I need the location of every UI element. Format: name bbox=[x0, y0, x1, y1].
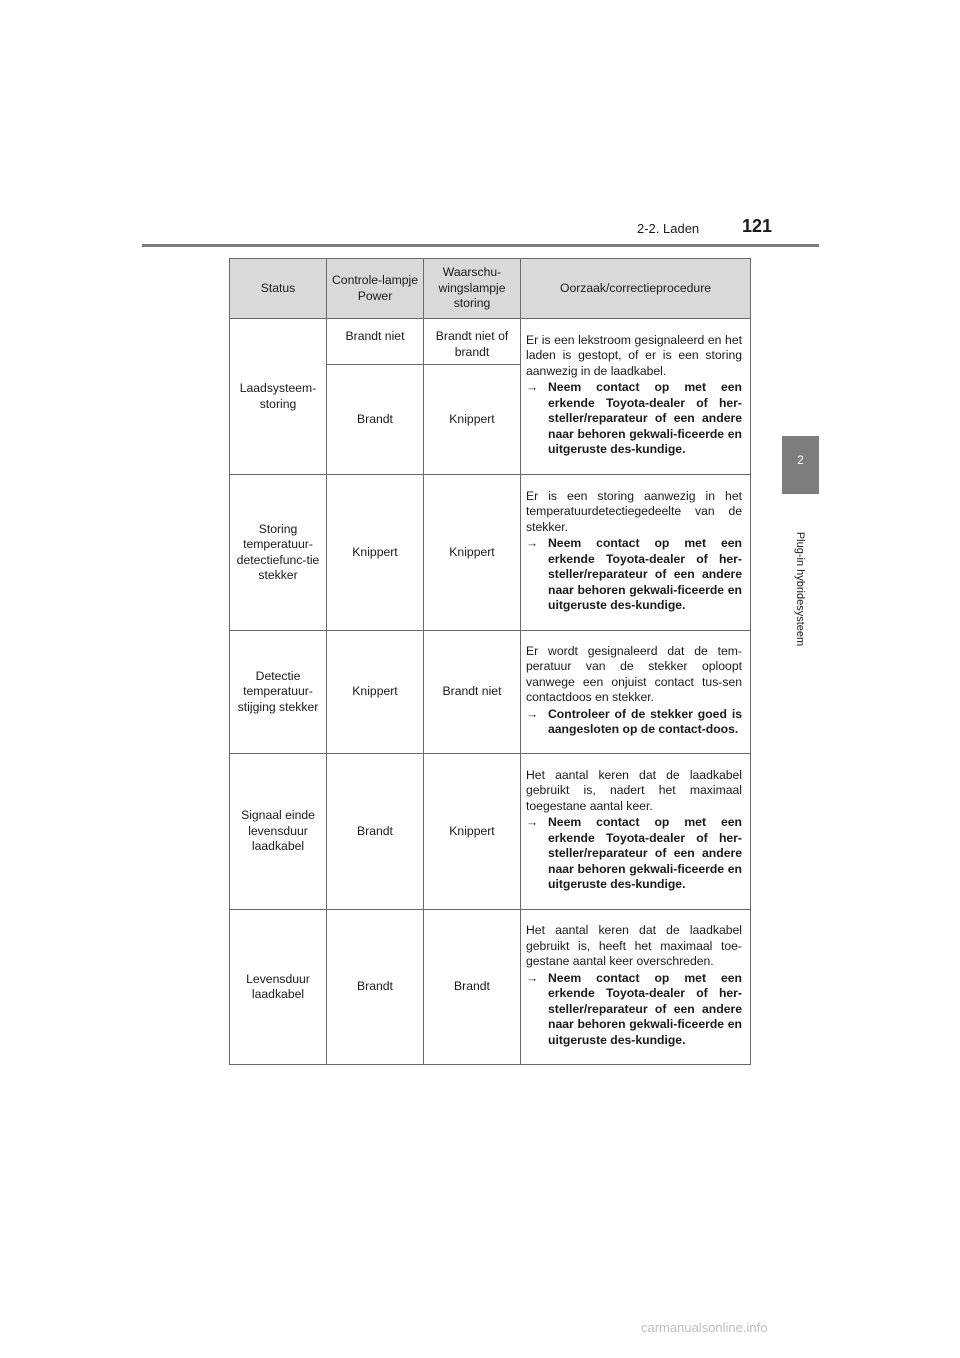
controle-cell: Brandt bbox=[327, 910, 424, 1065]
arrow-icon: → bbox=[526, 970, 539, 985]
table-row bbox=[230, 754, 751, 910]
header-oorzaak: Oorzaak/correctieprocedure bbox=[521, 259, 751, 319]
cause-text: Er wordt gesignaleerd dat de tem-peratuur van de stekker oploopt vanwege een onjuist contact tus-sen contactdoos en stekker. bbox=[526, 643, 742, 704]
action-text: Neem contact op met een erkende Toyota-dealer of her-steller/reparateur of een andere naar behoren gekwali-ficeerde en uitgeruste des-kundige. bbox=[548, 815, 742, 891]
table-header-row bbox=[230, 259, 751, 319]
cause-text: Er is een lekstroom gesignaleerd en het laden is gestopt, of er is een storing aanwezig in de laadkabel. bbox=[526, 332, 742, 378]
controle-cell: Knippert bbox=[327, 475, 424, 631]
header-status: Status bbox=[230, 259, 327, 319]
controle-cell: Knippert bbox=[327, 631, 424, 754]
action-text: Neem contact op met een erkende Toyota-dealer of her-steller/reparateur of een andere naar behoren gekwali-ficeerde en uitgeruste des-kundige. bbox=[548, 380, 742, 456]
arrow-icon: → bbox=[526, 536, 539, 550]
status-cell: Laadsysteem-storing bbox=[230, 319, 327, 475]
table-row bbox=[230, 631, 751, 754]
cause-cell bbox=[521, 475, 751, 631]
waarschuwing-cell: Brandt bbox=[424, 910, 521, 1065]
header-waarschuwing: Waarschu-wingslampje storing bbox=[424, 259, 521, 319]
table-row bbox=[230, 910, 751, 1065]
status-cell: Signaal einde levensduur laadkabel bbox=[230, 754, 327, 910]
controle-cell: Brandt niet bbox=[327, 319, 424, 365]
cause-text: Er is een storing aanwezig in het temperatuurdetectiegedeelte van de stekker. bbox=[526, 488, 742, 534]
chapter-title: Plug-in hybridesysteem bbox=[794, 531, 806, 647]
action-text: Neem contact op met een erkende Toyota-dealer of her-steller/reparateur of een andere naar behoren gekwali-ficeerde en uitgeruste des-kundige. bbox=[548, 536, 742, 612]
waarschuwing-cell: Knippert bbox=[424, 365, 521, 475]
header-rule bbox=[142, 244, 819, 247]
cause-cell bbox=[521, 754, 751, 910]
cause-text: Het aantal keren dat de laadkabel gebruikt is, heeft het maximaal toe-gestane aantal keer overschreden. bbox=[526, 923, 742, 968]
action-text: Controleer of de stekker goed is aangesloten op de contact-doos. bbox=[548, 706, 742, 736]
page-number: 121 bbox=[742, 216, 773, 236]
action-text: Neem contact op met een erkende Toyota-dealer of her-steller/reparateur of een andere naar behoren gekwali-ficeerde en uitgeruste des-kundige. bbox=[548, 970, 742, 1047]
waarschuwing-cell: Brandt niet of brandt bbox=[424, 319, 521, 365]
arrow-icon: → bbox=[526, 380, 539, 394]
cause-cell bbox=[521, 319, 751, 475]
table-row bbox=[230, 475, 751, 631]
controle-cell: Brandt bbox=[327, 365, 424, 475]
waarschuwing-cell: Knippert bbox=[424, 754, 521, 910]
waarschuwing-cell: Brandt niet bbox=[424, 631, 521, 754]
table-row bbox=[230, 319, 751, 365]
arrow-icon: → bbox=[526, 706, 539, 721]
cause-text: Het aantal keren dat de laadkabel gebruikt is, nadert het maximaal toegestane aantal keer. bbox=[526, 767, 742, 813]
waarschuwing-cell: Knippert bbox=[424, 475, 521, 631]
section-title: 2-2. Laden bbox=[637, 221, 700, 236]
status-cell: Detectie temperatuur-stijging stekker bbox=[230, 631, 327, 754]
watermark: carmanualsonline.info bbox=[641, 1320, 768, 1335]
status-cell: Storing temperatuur-detectiefunc-tie stekker bbox=[230, 475, 327, 631]
controle-cell: Brandt bbox=[327, 754, 424, 910]
arrow-icon: → bbox=[526, 815, 539, 829]
header-controle: Controle-lampje Power bbox=[327, 259, 424, 319]
chapter-number: 2 bbox=[797, 453, 804, 467]
cause-cell bbox=[521, 910, 751, 1065]
status-cell: Levensduur laadkabel bbox=[230, 910, 327, 1065]
cause-cell bbox=[521, 631, 751, 754]
status-table bbox=[229, 258, 751, 1065]
